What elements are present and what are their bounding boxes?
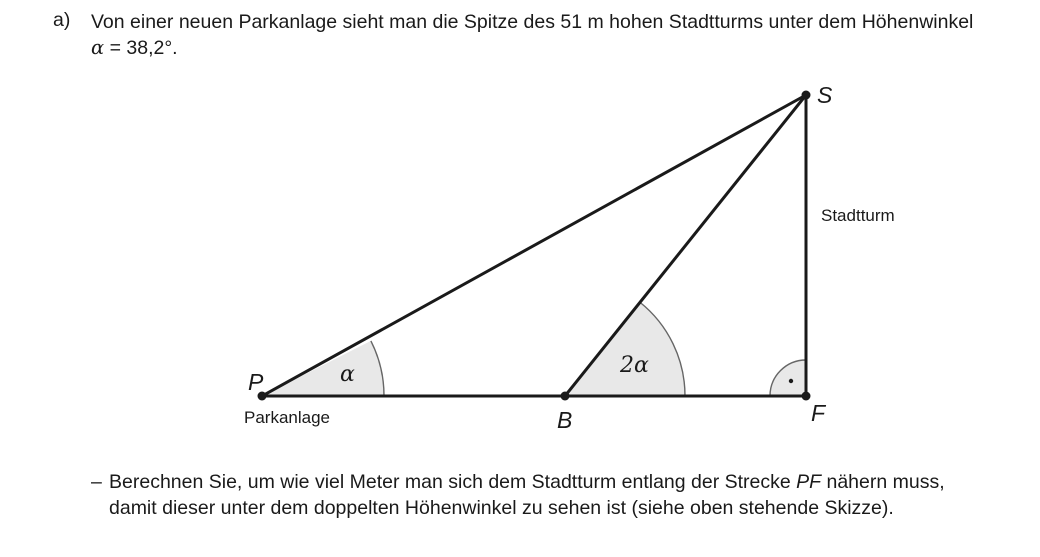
alpha-symbol: α xyxy=(91,36,105,59)
point-F-marker xyxy=(802,392,811,401)
segment-pf: PF xyxy=(796,471,822,493)
line-BS xyxy=(565,95,806,396)
right-angle-dot xyxy=(789,379,793,383)
subtask-body xyxy=(109,469,989,521)
subtask-part1: Berechnen Sie, um wie viel Meter man sich dem Stadtturm entlang der Strecke xyxy=(109,471,797,493)
task-text-part2: = 38,2°. xyxy=(104,37,178,59)
label-B: B xyxy=(557,407,573,433)
label-P: P xyxy=(248,369,264,395)
alpha-angle-sector xyxy=(262,341,384,396)
task-text-part1: Von einer neuen Parkanlage sieht man die Spitze des 51 m hohen Stadtturms unter dem Höhenwinkel xyxy=(91,11,974,33)
label-S: S xyxy=(817,82,833,108)
point-B-marker xyxy=(561,392,570,401)
subtask-dash: – xyxy=(91,471,102,493)
point-S-marker xyxy=(802,91,811,100)
label-alpha: α xyxy=(340,362,355,387)
task-label: a) xyxy=(53,9,71,31)
line-PS xyxy=(262,95,806,396)
subtask-part2: nähern muss, damit dieser unter dem doppelten Höhenwinkel zu sehen ist (siehe oben stehende Skizze). xyxy=(109,471,945,519)
two-alpha-angle-sector xyxy=(565,302,685,396)
label-F: F xyxy=(811,400,826,426)
label-park: Parkanlage xyxy=(244,408,331,427)
label-tower: Stadtturm xyxy=(821,206,895,225)
label-2alpha: 2α xyxy=(620,353,649,378)
